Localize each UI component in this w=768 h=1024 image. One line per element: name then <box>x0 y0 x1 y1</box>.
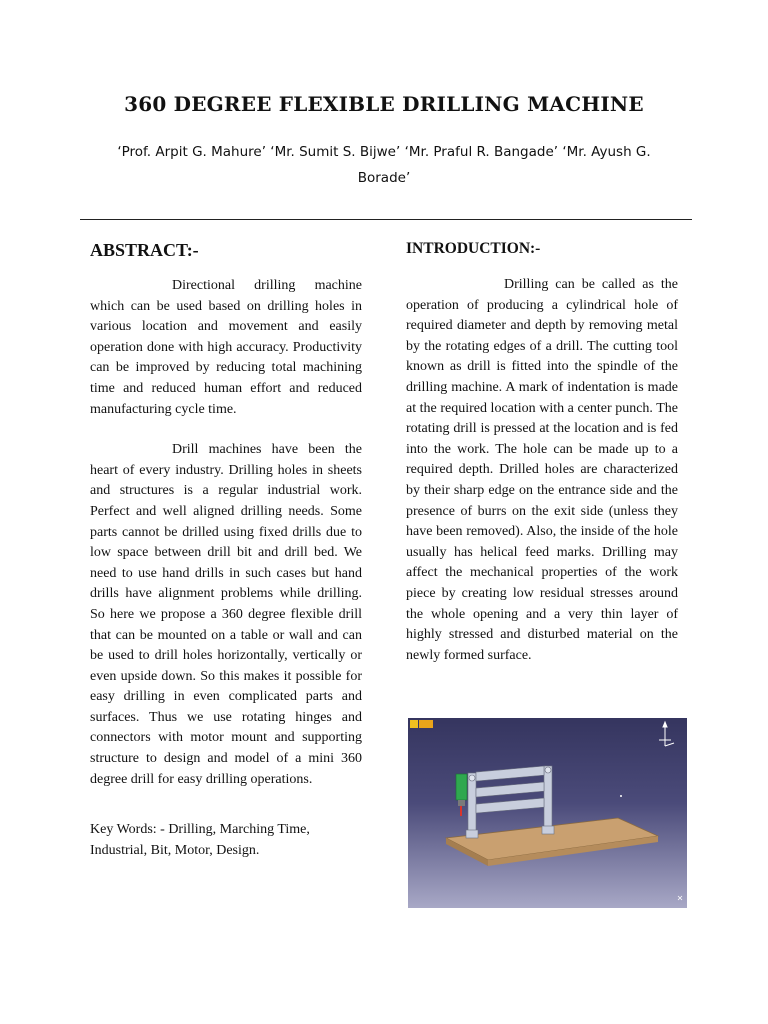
introduction-heading: INTRODUCTION:- <box>406 240 541 257</box>
abstract-heading: ABSTRACT:- <box>90 240 199 260</box>
header-divider <box>80 219 692 220</box>
paper-title: 360 DEGREE FLEXIBLE DRILLING MACHINE <box>124 92 644 116</box>
abstract-paragraph-1: Directional drilling machine which can be used based on drilling holes in various location and movement and easily operation done with high accuracy. Productivity can be improved by reducing total machining time and reduced human effort and reduced manufacturing cycle time. <box>90 278 362 417</box>
compass-axis-icon <box>659 722 674 746</box>
author-list: ‘Prof. Arpit G. Mahure’ ‘Mr. Sumit S. Bijwe’ ‘Mr. Praful R. Bangade’ ‘Mr. Ayush G. Borade’ <box>117 144 651 186</box>
motor <box>456 774 467 816</box>
introduction-paragraph: Drilling can be called as the operation of producing a cylindrical hole of required diameter and depth by removing metal by the rotating edges of a drill. The cutting tool known as drill is fitted into the spindle of the drilling machine. A mark of indentation is made at the required location with a center punch. The rotating drill is pressed at the location and is fed into the work. The hole can be made up to a required depth. Drilled holes are characterized by their sharp edge on the entrance side and the presence of burrs on the exit side (unless they have been removed). Also, the inside of the hole usually has helical feed marks. Drilling may affect the mechanical properties of the work piece by creating low residual stresses around the whole opening and a very thin layer of highly stressed and disturbed material on the newly formed surface. <box>406 277 678 663</box>
cad-model-render <box>408 718 687 908</box>
introduction-column <box>406 238 678 686</box>
toolbar-tag-icon <box>410 720 433 728</box>
keywords: Key Words: - Drilling, Marching Time, Industrial, Bit, Motor, Design. <box>90 822 310 858</box>
abstract-column <box>90 238 362 861</box>
cad-model-figure <box>408 718 687 908</box>
abstract-paragraph-2: Drill machines have been the heart of every industry. Drilling holes in sheets and structures is a regular industrial work. Perfect and well aligned drilling needs. Some parts cannot be drilled using fixed drills due to low space between drill bit and drill bed. We need to use hand drills in such cases but hand drills have alignment problems while drilling. So here we propose a 360 degree flexible drill that can be mounted on a table or wall and can be used to drill holes horizontally, vertically or even upside down. So this makes it possible for easy drilling in even complicated parts and surfaces. Thus we use rotating hinges and connectors with motor mount and supporting structure to design and model of a mini 360 degree drill for easy drilling operations. <box>90 442 362 787</box>
